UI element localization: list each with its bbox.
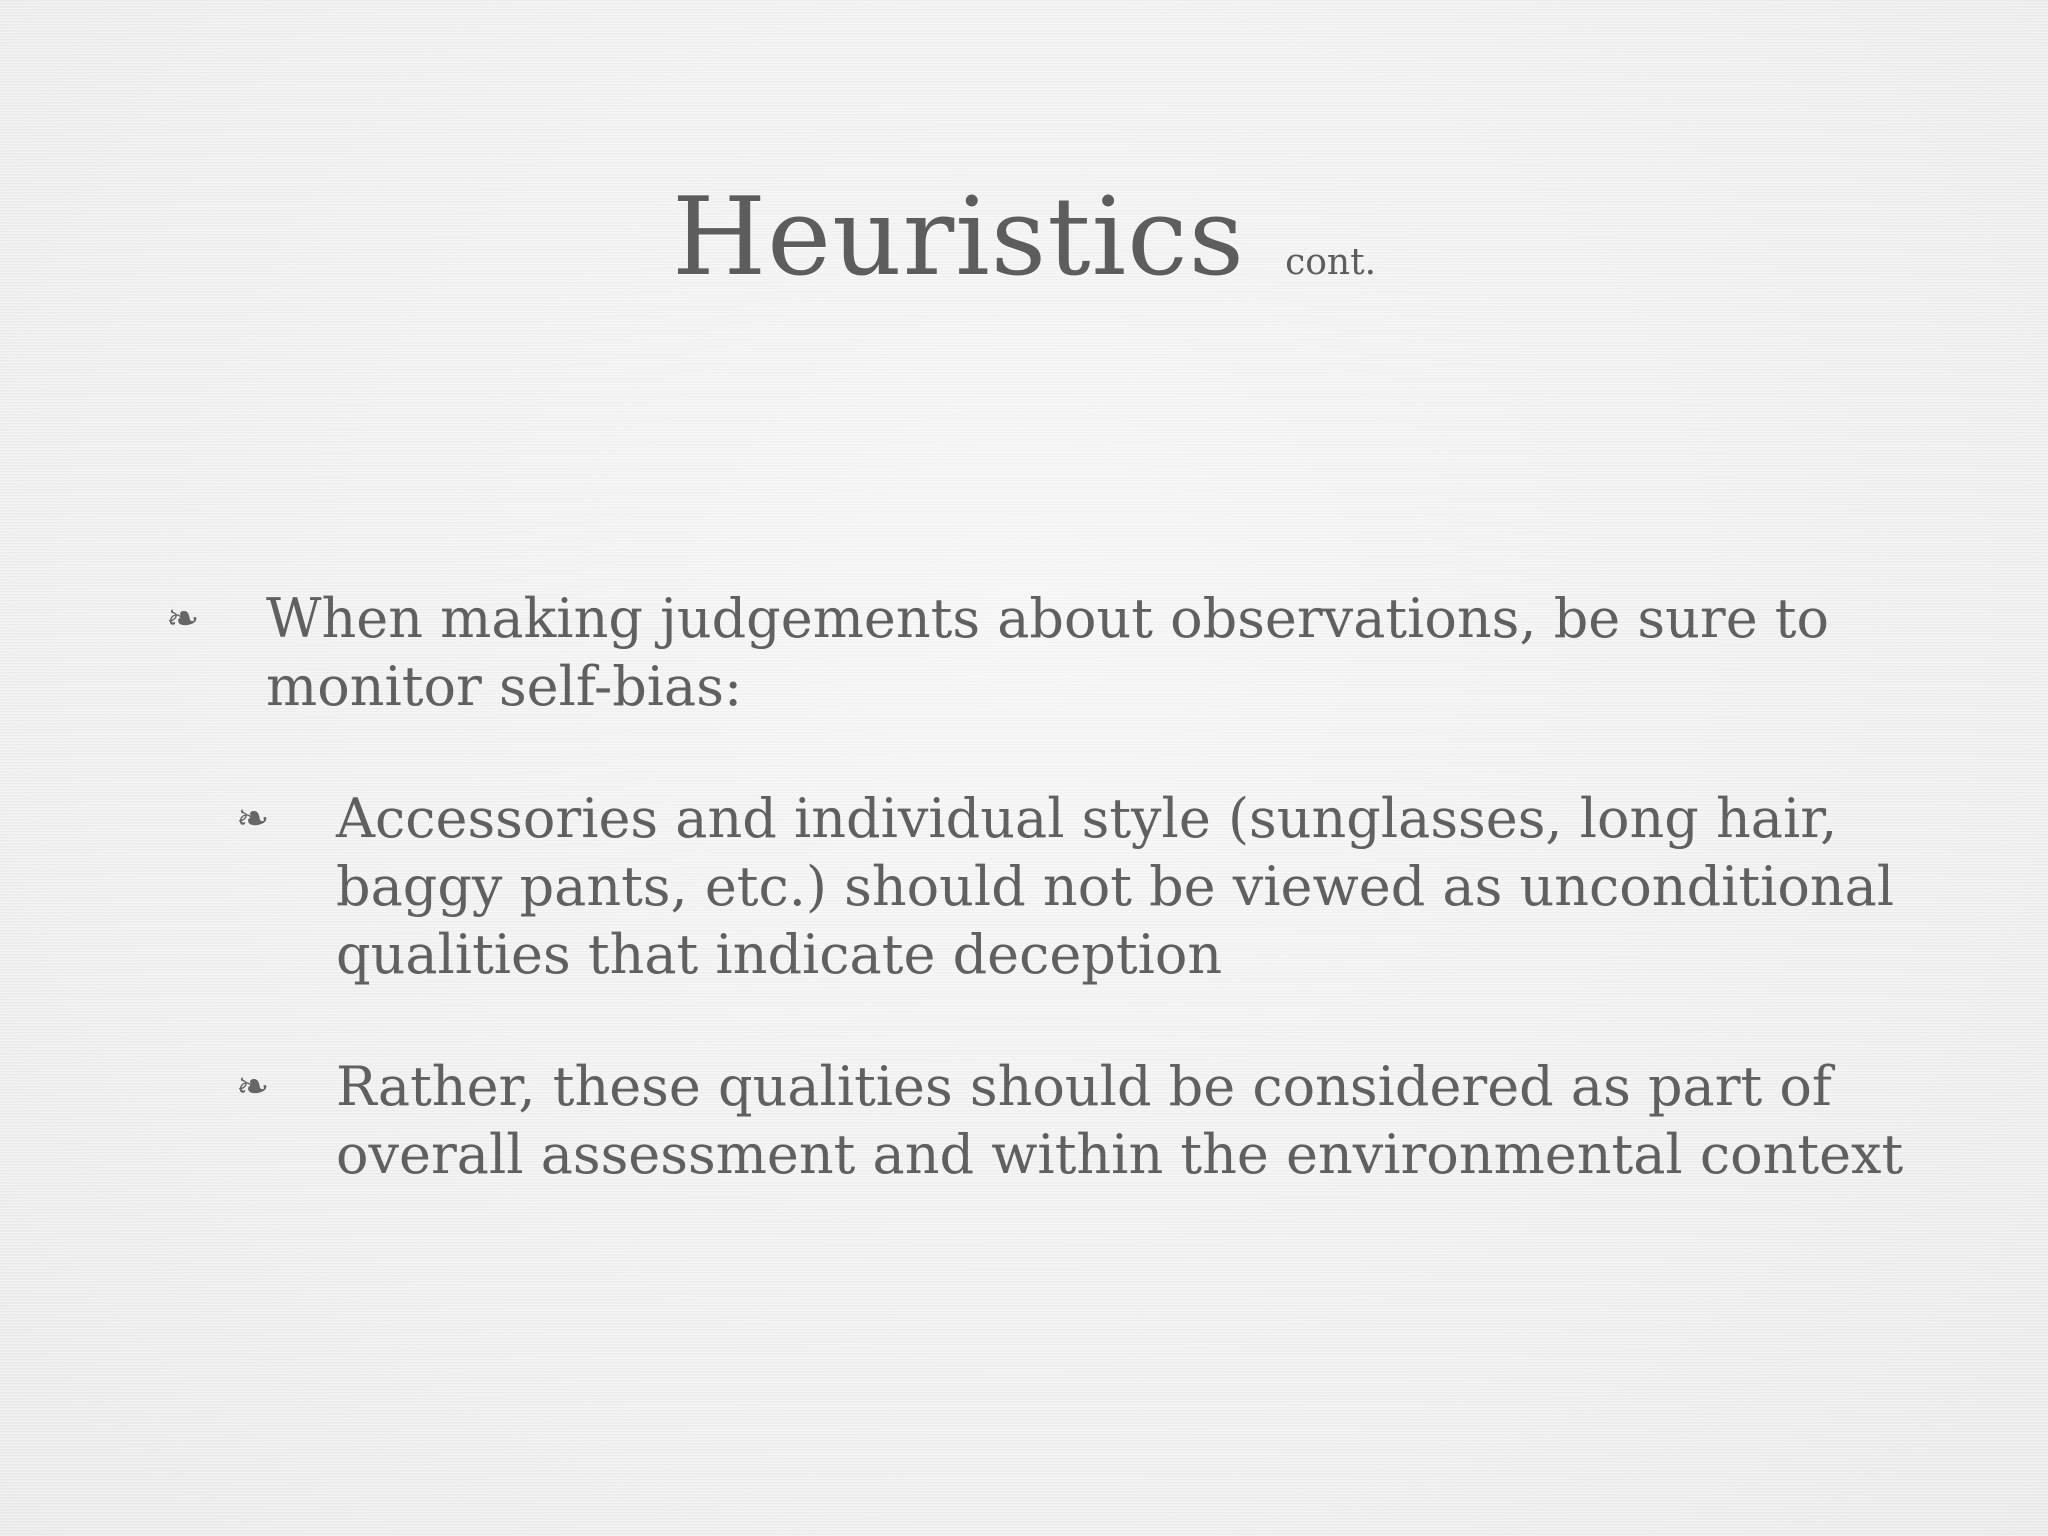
bullet-line: qualities that indicate deception <box>336 923 1223 986</box>
bullet-line: overall assessment and within the environmental context <box>336 1123 1904 1186</box>
floral-heart-icon: ❧ <box>236 1064 270 1110</box>
floral-heart-icon: ❧ <box>236 796 270 842</box>
bullet-line: monitor self-bias: <box>266 655 743 718</box>
title-row <box>0 175 2048 300</box>
bullet-line: Accessories and individual style (sunglasses, long hair, <box>336 787 1838 850</box>
floral-heart-icon: ❧ <box>166 596 200 642</box>
slide-title-suffix: cont. <box>1285 242 1377 283</box>
bullet-item <box>166 585 1830 721</box>
sub-bullet-item <box>236 1053 1904 1189</box>
bullet-line: baggy pants, etc.) should not be viewed as unconditional <box>336 855 1895 918</box>
bullet-list <box>0 585 2048 1189</box>
slide-title: Heuristics <box>671 175 1246 300</box>
bullet-line: Rather, these qualities should be considered as part of <box>336 1055 1832 1118</box>
bullet-line: When making judgements about observations, be sure to <box>266 587 1830 650</box>
sub-bullet-item <box>236 785 1895 989</box>
